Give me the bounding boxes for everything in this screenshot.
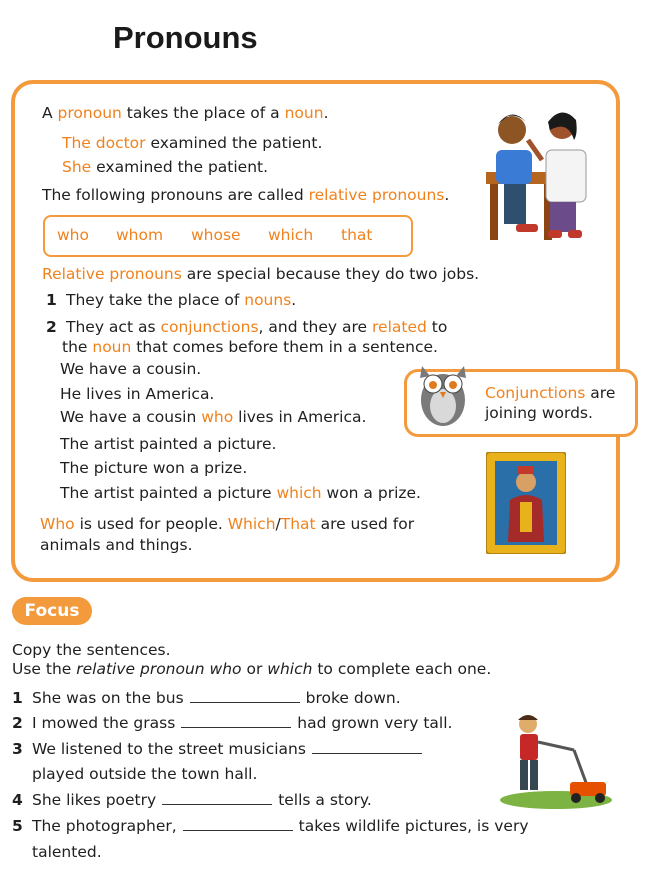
answer-blank[interactable]	[181, 713, 291, 728]
answer-blank[interactable]	[312, 739, 422, 754]
special-line: Relative pronouns are special because they do two jobs.	[42, 265, 480, 283]
pronoun-whose: whose	[191, 226, 241, 244]
exercise-item-3: 3 We listened to the street musicians	[12, 739, 428, 759]
conjunction-note-line-1: Conjunctions are	[485, 384, 616, 402]
pronoun-which: which	[268, 226, 314, 244]
sentence-cousin: We have a cousin.	[60, 360, 202, 378]
answer-blank[interactable]	[190, 688, 300, 703]
focus-instruction-1: Copy the sentences.	[12, 641, 171, 659]
doctor-patient-illustration	[478, 100, 598, 245]
sentence-america: He lives in America.	[60, 385, 215, 403]
exercise-item-3-cont: played outside the town hall.	[32, 765, 258, 783]
usage-line-2: animals and things.	[40, 536, 193, 554]
focus-badge: Focus	[12, 597, 92, 625]
relative-intro: The following pronouns are called relative pronouns.	[42, 186, 450, 204]
pronoun-that: that	[341, 226, 373, 244]
exercise-item-4: 4 She likes poetry tells a story.	[12, 791, 372, 809]
exercise-item-5-cont: talented.	[32, 843, 102, 861]
owl-icon	[414, 362, 472, 428]
answer-blank[interactable]	[183, 816, 293, 831]
example-she: She examined the patient.	[62, 158, 269, 176]
focus-instruction-2: Use the relative pronoun who or which to complete each one.	[12, 660, 492, 678]
page-title: Pronouns	[113, 20, 258, 55]
job-2: 2 They act as conjunctions, and they are related to	[46, 318, 448, 336]
conjunction-note-line-2: joining words.	[485, 404, 593, 422]
usage-line-1: Who is used for people. Which/That are used for	[40, 515, 415, 533]
example-doctor: The doctor examined the patient.	[62, 134, 323, 152]
job-1: 1 They take the place of nouns.	[46, 291, 297, 309]
job-2-line-2: the noun that comes before them in a sentence.	[62, 338, 438, 356]
sentence-combined-who: We have a cousin who lives in America.	[60, 408, 367, 426]
pronoun-who: who	[57, 226, 89, 244]
framed-painting-illustration	[486, 452, 566, 554]
sentence-prize: The picture won a prize.	[60, 459, 248, 477]
exercise-item-1: 1 She was on the bus broke down.	[12, 689, 401, 707]
intro-line: A pronoun takes the place of a noun.	[42, 104, 329, 122]
sentence-artist: The artist painted a picture.	[60, 435, 277, 453]
pronoun-whom: whom	[116, 226, 164, 244]
exercise-item-2: 2 I mowed the grass had grown very tall.	[12, 714, 453, 732]
sentence-combined-which: The artist painted a picture which won a prize.	[60, 484, 421, 502]
answer-blank[interactable]	[162, 790, 272, 805]
boy-mowing-illustration	[494, 710, 612, 810]
exercise-item-5: 5 The photographer, takes wildlife pictures, is very	[12, 817, 529, 835]
